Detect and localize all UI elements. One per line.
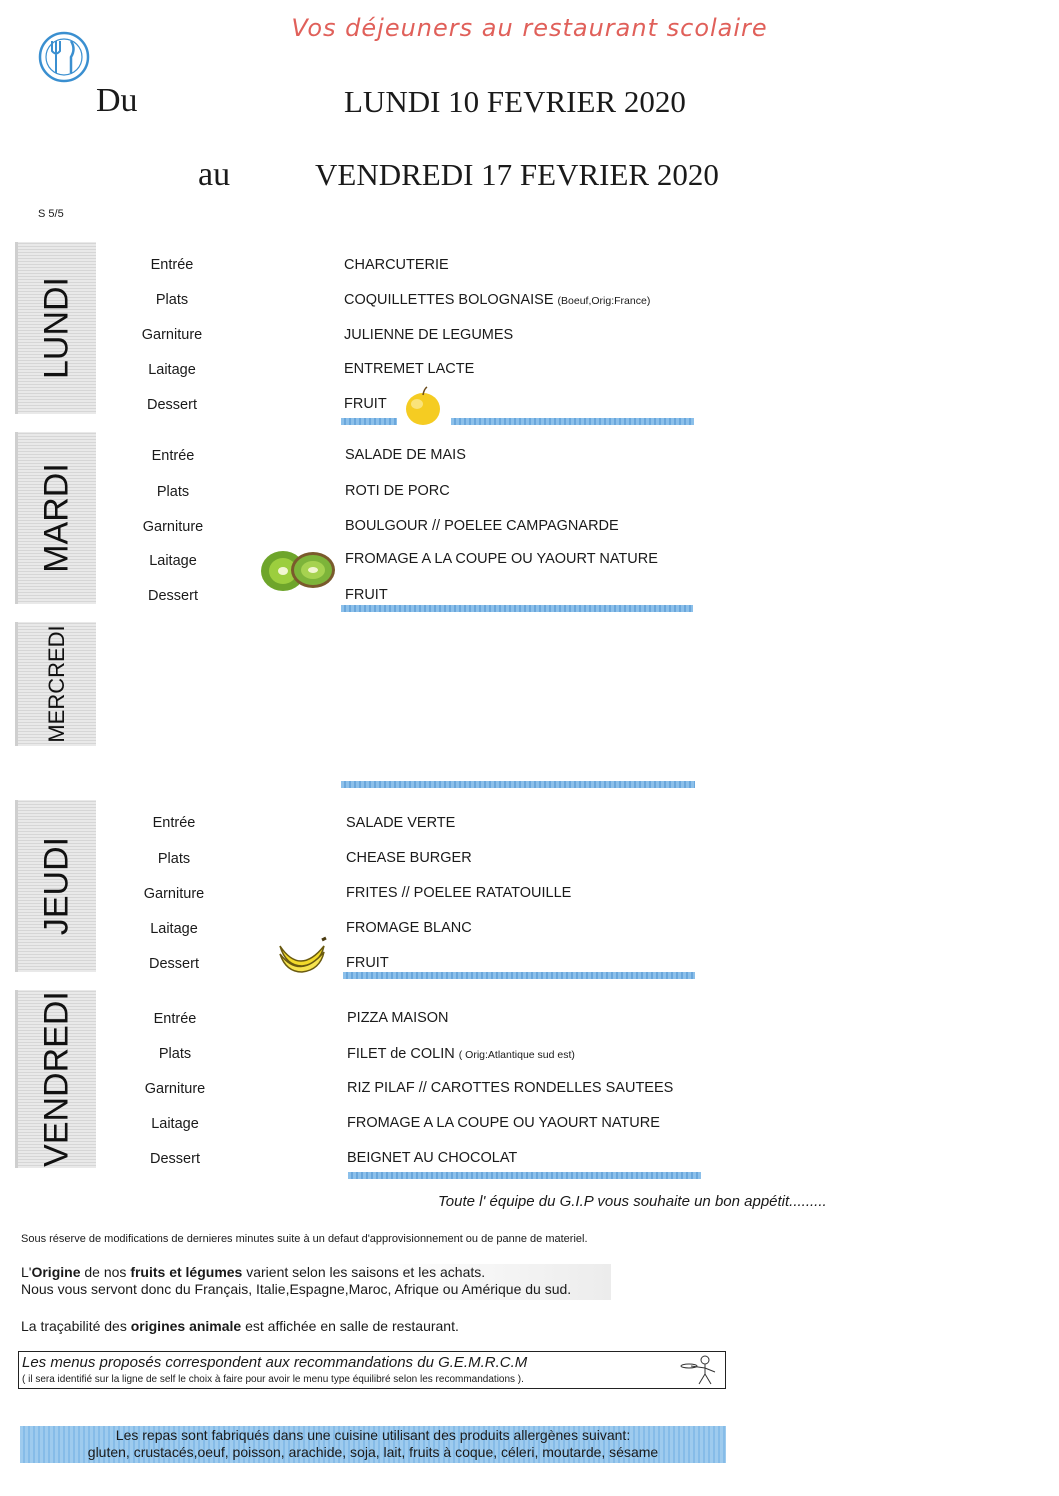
separator — [343, 972, 695, 979]
fork-knife-icon — [38, 31, 90, 83]
dish-plats: COQUILLETTES BOLOGNAISE (Boeuf,Orig:France) — [344, 292, 651, 308]
kiwi-icon — [259, 548, 337, 592]
row-label-plats: Plats — [158, 1046, 192, 1062]
day-band-mardi — [15, 432, 96, 604]
allergen-line-1: Les repas sont fabriqués dans une cuisine utilisant des produits allergènes suivant: — [115, 1427, 631, 1443]
dish-laitage: FROMAGE A LA COUPE OU YAOURT NATURE — [347, 1115, 660, 1131]
traceability-note: La traçabilité des origines animale est affichée en salle de restaurant. — [21, 1318, 459, 1334]
row-label-plats: Plats — [156, 484, 190, 500]
row-label-laitage: Laitage — [148, 362, 196, 378]
page-title: Vos déjeuners au restaurant scolaire — [291, 14, 768, 42]
row-label-garniture: Garniture — [144, 1081, 206, 1097]
origin-note: (Boeuf,Orig:France) — [557, 295, 651, 307]
dish-dessert: FRUIT — [346, 955, 389, 971]
dish-laitage: FROMAGE BLANC — [346, 920, 472, 936]
dish-garniture: BOULGOUR // POELEE CAMPAGNARDE — [345, 518, 619, 534]
row-label-entree: Entrée — [150, 257, 194, 273]
row-label-laitage: Laitage — [150, 921, 198, 937]
origin-line-1: L'Origine de nos fruits et légumes varient selon les saisons et les achats. — [21, 1264, 486, 1280]
week-number: S 5/5 — [38, 208, 64, 220]
day-band-vendredi — [15, 990, 96, 1168]
date-from-prefix: Du — [96, 82, 138, 119]
chef-icon — [679, 1354, 721, 1386]
separator — [348, 1172, 701, 1179]
allergen-banner — [20, 1426, 726, 1463]
dish-plats: ROTI DE PORC — [345, 483, 450, 499]
dish-entree: SALADE VERTE — [346, 815, 456, 831]
dish-dessert: BEIGNET AU CHOCOLAT — [347, 1150, 518, 1166]
row-label-dessert: Dessert — [147, 397, 197, 413]
dish-entree: PIZZA MAISON — [347, 1010, 449, 1026]
row-label-dessert: Dessert — [148, 588, 198, 604]
row-label-dessert: Dessert — [150, 1151, 200, 1167]
origin-note: ( Orig:Atlantique sud est) — [458, 1049, 575, 1061]
allergen-line-2: gluten, crustacés,oeuf, poisson, arachide, soja, lait, fruits à coque, céleri, moutarde, sésame — [87, 1444, 659, 1460]
apple-icon — [404, 386, 442, 426]
recommendation-title: Les menus proposés correspondent aux recommandations du G.E.M.R.C.M — [22, 1354, 528, 1371]
day-band-lundi — [15, 242, 96, 414]
day-label: LUNDI — [37, 276, 76, 380]
origin-line-2: Nous vous servont donc du Français, Italie,Espagne,Maroc, Afrique ou Amérique du sud. — [21, 1281, 572, 1297]
banana-icon — [276, 936, 328, 974]
row-label-plats: Plats — [155, 292, 189, 308]
dish-dessert: FRUIT — [345, 587, 388, 603]
row-label-laitage: Laitage — [151, 1116, 199, 1132]
day-label: VENDREDI — [37, 991, 76, 1167]
date-to-prefix: au — [198, 156, 231, 193]
dish-plats: FILET de COLIN ( Orig:Atlantique sud est) — [347, 1046, 575, 1062]
row-label-dessert: Dessert — [149, 956, 199, 972]
separator — [341, 418, 397, 425]
dish-entree: CHARCUTERIE — [344, 257, 449, 273]
dish-garniture: RIZ PILAF // CAROTTES RONDELLES SAUTEES — [347, 1080, 674, 1096]
dish-laitage: ENTREMET LACTE — [344, 361, 475, 377]
dish-dessert: FRUIT — [344, 396, 387, 412]
day-label: MARDI — [37, 463, 76, 573]
dish-entree: SALADE DE MAIS — [345, 447, 466, 463]
separator — [341, 605, 693, 612]
dish-laitage: FROMAGE A LA COUPE OU YAOURT NATURE — [345, 551, 658, 567]
row-label-entree: Entrée — [151, 448, 195, 464]
day-band-mercredi — [15, 622, 96, 746]
disclaimer: Sous réserve de modifications de dernieres minutes suite à un defaut d'approvisionnement ou de panne de materiel. — [21, 1233, 588, 1245]
date-from: LUNDI 10 FEVRIER 2020 — [344, 84, 686, 119]
row-label-laitage: Laitage — [149, 553, 197, 569]
day-label: JEUDI — [37, 836, 76, 936]
day-band-jeudi — [15, 800, 96, 972]
separator — [341, 781, 695, 788]
origin-note-block — [21, 1264, 611, 1300]
row-label-garniture: Garniture — [143, 886, 205, 902]
separator — [451, 418, 694, 425]
row-label-garniture: Garniture — [141, 327, 203, 343]
row-label-garniture: Garniture — [142, 519, 204, 535]
greeting: Toute l' équipe du G.I.P vous souhaite un bon appétit......... — [438, 1193, 827, 1210]
dish-garniture: JULIENNE DE LEGUMES — [344, 327, 514, 343]
day-label: MERCREDI — [44, 625, 69, 743]
date-to: VENDREDI 17 FEVRIER 2020 — [315, 157, 719, 192]
recommendation-detail: ( il sera identifié sur la ligne de self le choix à faire pour avoir le menu type équilibré selon les recommandations ). — [22, 1374, 524, 1385]
dish-garniture: FRITES // POELEE RATATOUILLE — [346, 885, 572, 901]
row-label-entree: Entrée — [152, 815, 196, 831]
row-label-entree: Entrée — [153, 1011, 197, 1027]
row-label-plats: Plats — [157, 851, 191, 867]
dish-plats: CHEASE BURGER — [346, 850, 472, 866]
recommendation-box — [18, 1351, 726, 1389]
